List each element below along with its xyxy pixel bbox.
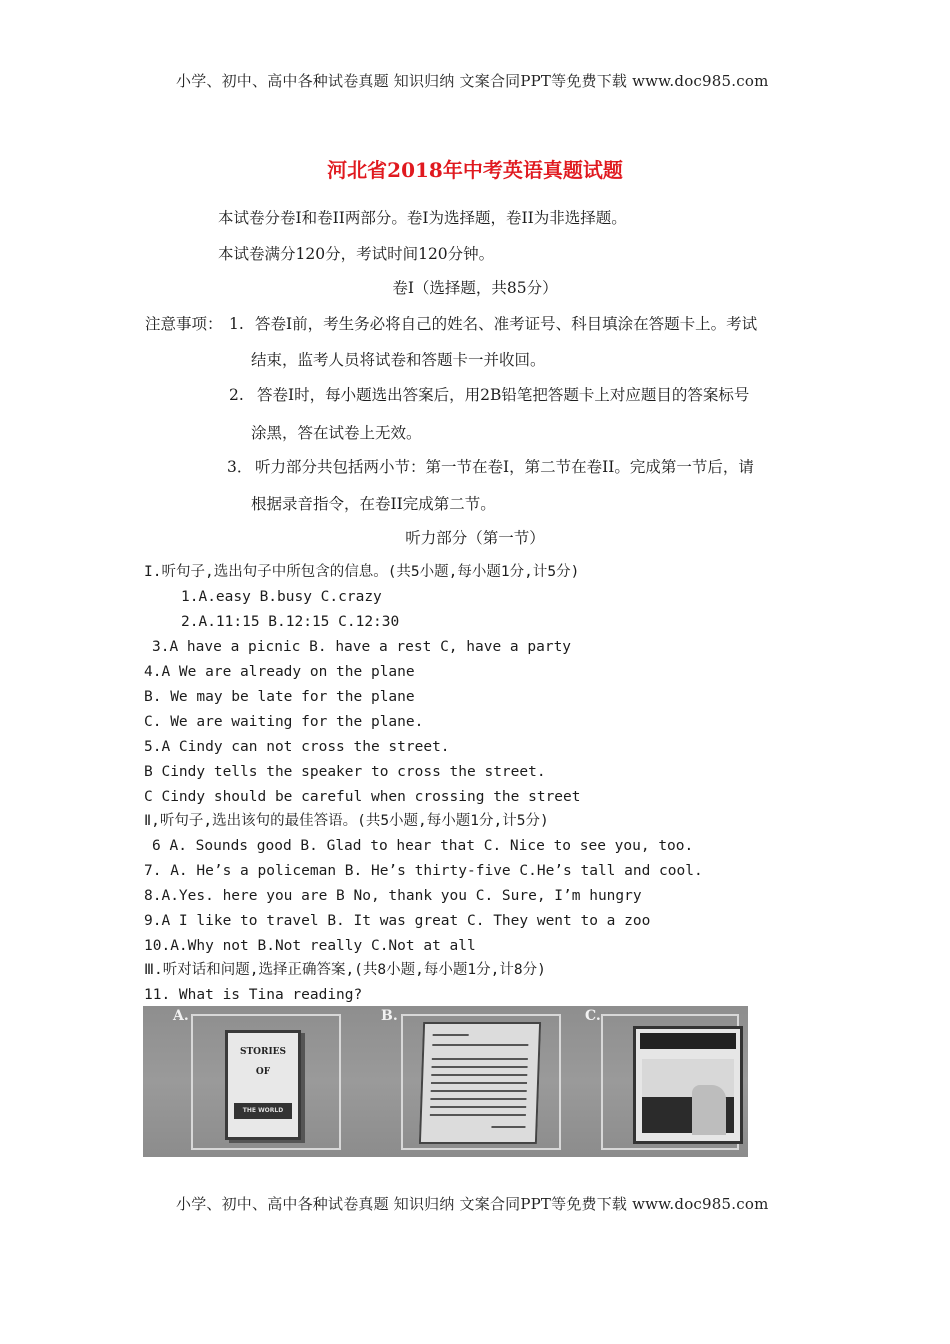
question-5-option-b: B Cindy tells the speaker to cross the street. [144,764,546,780]
page-title: 河北省2018年中考英语真题试题 [327,158,623,182]
intro-line-2: 本试卷满分120分，考试时间120分钟。 [218,245,495,263]
question-6: 6 A. Sounds good B. Glad to hear that C. Nice to see you, too. [152,838,694,854]
note-1-line-2: 结束，监考人员将试卷和答题卡一并收回。 [251,351,546,369]
part-1-heading: I.听句子,选出句子中所包含的信息。(共5小题,每小题1分,计5分) [144,564,580,580]
question-11-picture [143,1006,748,1157]
picture-label-c: C. [585,1008,601,1024]
question-5-option-c: C Cindy should be careful when crossing the street [144,789,581,805]
book-image [225,1030,301,1140]
note-2-number: 2. [229,386,244,404]
note-1-line-1: 答卷I前，考生务必将自己的姓名、准考证号、科目填涂在答题卡上。考试 [255,315,758,333]
note-2-line-1: 答卷I时，每小题选出答案后，用2B铅笔把答题卡上对应题目的答案标号 [257,386,750,404]
magazine-image [633,1026,743,1144]
question-8: 8.A.Yes. here you are B No, thank you C. Sure, I’m hungry [144,888,642,904]
picture-label-b: B. [381,1008,398,1024]
picture-label-a: A. [173,1008,189,1024]
note-3-number: 3． [227,458,253,476]
note-3-line-1: 听力部分共包括两小节：第一节在卷I，第二节在卷II。完成第一节后，请 [255,458,754,476]
question-2: 2.A.11:15 B.12:15 C.12:30 [181,614,400,630]
notes-label: 注意事项： [145,315,223,333]
intro-line-1: 本试卷分卷I和卷II两部分。卷I为选择题，卷II为非选择题。 [218,209,627,227]
question-10: 10.A.Why not B.Not really C.Not at all [144,938,476,954]
page-footer: 小学、初中、高中各种试卷真题 知识归纳 文案合同PPT等免费下载 www.doc985.com [176,1195,769,1213]
question-1: 1.A.easy B.busy C.crazy [181,589,382,605]
book-title-line-3: THE WORLD [242,1107,284,1114]
question-11: 11. What is Tina reading? [144,987,363,1003]
option-a-panel [191,1014,341,1150]
part-3-heading: Ⅲ.听对话和问题,选择正确答案,(共8小题,每小题1分,计8分) [144,962,546,978]
note-2-line-2: 涂黑，答在试卷上无效。 [251,424,422,442]
option-b-panel [401,1014,561,1150]
book-title-line-2: OF [255,1067,271,1077]
page-header: 小学、初中、高中各种试卷真题 知识归纳 文案合同PPT等免费下载 www.doc985.com [176,72,769,90]
book-title-line-1: STORIES [239,1047,287,1057]
section-title: 卷I（选择题，共85分） [392,279,558,297]
question-3: 3.A have a picnic B. have a rest C, have a party [152,639,572,655]
note-3-line-2: 根据录音指令，在卷II完成第二节。 [251,495,496,513]
question-9: 9.A I like to travel B. It was great C. They went to a zoo [144,913,651,929]
question-4-option-a: 4.A We are already on the plane [144,664,415,680]
question-5-option-a: 5.A Cindy can not cross the street. [144,739,450,755]
part-2-heading: Ⅱ,听句子,选出该句的最佳答语。(共5小题,每小题1分,计5分) [144,813,549,829]
question-4-option-c: C. We are waiting for the plane. [144,714,424,730]
question-4-option-b: B. We may be late for the plane [144,689,415,705]
question-7: 7. A. He’s a policeman B. He’s thirty-five C.He’s tall and cool. [144,863,703,879]
option-c-panel [601,1014,739,1150]
note-1-number: 1. [229,315,244,333]
listening-title: 听力部分（第一节） [405,529,545,547]
letter-image [419,1022,541,1144]
